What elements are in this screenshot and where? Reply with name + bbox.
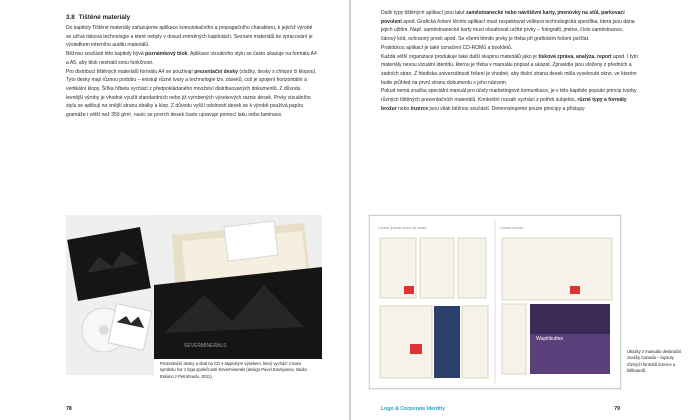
left-body-text (66, 24, 318, 120)
paragraph (381, 44, 639, 53)
left-page (0, 0, 349, 420)
text-run: Běžnou součástí této kapitoly bývá (66, 51, 146, 58)
text-run: (složky, desky s chlopní či klopou). Tyto desky mají různou podobu – existují různé tvary a technologie tzv. záseků, což je spojení horizontální a vertikální klopy. Šířka hřbetu vychází z předpokládaného množství distribuovaných dokumentů. Z důvodu levnější výroby je vhodné využít standardních nebo již vyrobených výsekových raznic desek. Prvky vizuálního stylu se aplikují na vnější stranu obálky a klop. Z důvodu vyšší odolnosti desek se k výrobě používá papíru gramáže i větší než 350 g/m², navíc se povrch desek často upravuje pomocí laku nebo laminace. (66, 68, 317, 119)
brand-manual-illustration (370, 216, 620, 388)
paragraph (66, 24, 318, 50)
presentation-folder-illustration (154, 215, 322, 359)
text-run: Další typy tištěných aplikací jsou také (381, 10, 466, 16)
right-body-text (381, 9, 639, 113)
cd-cover-photo (66, 215, 154, 375)
manual-caption: Ukázky z manuálu destinační značky Canada – layouty různých formátů inzerce a billboardů. (627, 349, 682, 373)
text-run: Do kapitoly Tištěné materiály zařazujeme aplikace komunikačního a propagačního charakteru, k jejichž výrobě se užívá tisková technologie a které nebyly v dosud zmíněných kapitolách. Seznam materiálů ke zpracování je výsledkem interního auditu materiálů. (66, 25, 313, 49)
cd-cover-illustration (66, 215, 154, 375)
paragraph (381, 53, 639, 88)
emphasis-text: zaměstnanecké nebo návštěvní karty, jmenovky na stůl, parkovací povolení (381, 10, 625, 25)
page-number-right: 79 (614, 406, 620, 412)
paragraph (66, 50, 318, 67)
page-number-left: 78 (66, 406, 72, 412)
text-run: apod. Grafická řešení těchto aplikací musí respektovat veškerá technologická specifika, která jsou dána jejich užitím. Např. zaměstnanecké karty musí obsahovat určité prvky – fotografii, jméno, číslo zaměstnance, čárový kód, ochranný prvek apod. Se všemi těmito prvky je třeba při grafickém řešení počítat. (381, 18, 635, 43)
manual-ad2-title: Wapitikuttes (536, 336, 564, 342)
emphasis-text: různé typy a formáty brožur (381, 97, 627, 112)
brand-manual-scan (369, 215, 621, 389)
emphasis-text: prezentační desky (194, 68, 238, 75)
text-run: Praktickou aplikací je také označení CD-ROMů a bookletů. (381, 44, 513, 51)
paragraph (381, 87, 639, 113)
section-number: 3.8 (66, 14, 75, 21)
manual-right-heading: Lorem ipsum (500, 225, 524, 230)
running-head: Logo & Corporate Identity (381, 406, 445, 412)
paragraph (381, 9, 639, 44)
svg-text:SEVERMINERALS: SEVERMINERALS (184, 343, 227, 349)
text-run: jsou však běžnou součástí. Demonstrujeme pouze principy a přístupy (428, 105, 585, 112)
text-run: nebo (396, 105, 411, 112)
text-run: Každá větší organizace produkuje také další skupinu materiálů jako je (381, 53, 539, 60)
text-run: apod. I tyto materiály nesou vizuální identitu, kterou je třeba v manuálu popsat a ukázat. Zpravidla jsou složeny z předních a zadních stran. Z hlediska univerzálnosti řešení je vhodné, aby titulní strana desek měla vyseknuté okno, ve kterém bude průhled na první stranu dokumentu s jeho názvem. (381, 53, 638, 86)
right-page (351, 0, 700, 420)
manual-left-heading: Lorem ipsum dolor sit amet (378, 225, 427, 230)
presentation-folder-photo (154, 215, 322, 359)
emphasis-text: inzerce (410, 105, 429, 112)
emphasis-text: poznámkový blok (145, 51, 188, 58)
section-title: Tištěné materiály (78, 14, 131, 21)
paragraph (66, 68, 318, 120)
text-run: Pokud nemá značka speciální manuál pro účely marketingové komunikace, je v této kapitole popsán princip tvorby různých tištěných prezentačních materiálů. Konkrétní rozsah vychází z potřeb subjektu, (381, 88, 637, 104)
photo-caption: Prezentační desky a obal na CD s atypickým výsekem, který vychází z tvaru symbolu hor z loga společnosti Severminerals (design Pavel Emelyanov, studio Eskimo z Petrohradu, 2011). (160, 361, 307, 379)
text-run: . Aplikace vizuálního stylu se často ukazuje na formátu A4 a A5, aby blok neztratil svou funkčnost. (66, 51, 317, 66)
section-heading (66, 14, 130, 21)
text-run: Pro distribuci tištěných materiálů formátu A4 se používají (66, 68, 195, 75)
emphasis-text: tisková zpráva, analýza, report (538, 53, 612, 60)
